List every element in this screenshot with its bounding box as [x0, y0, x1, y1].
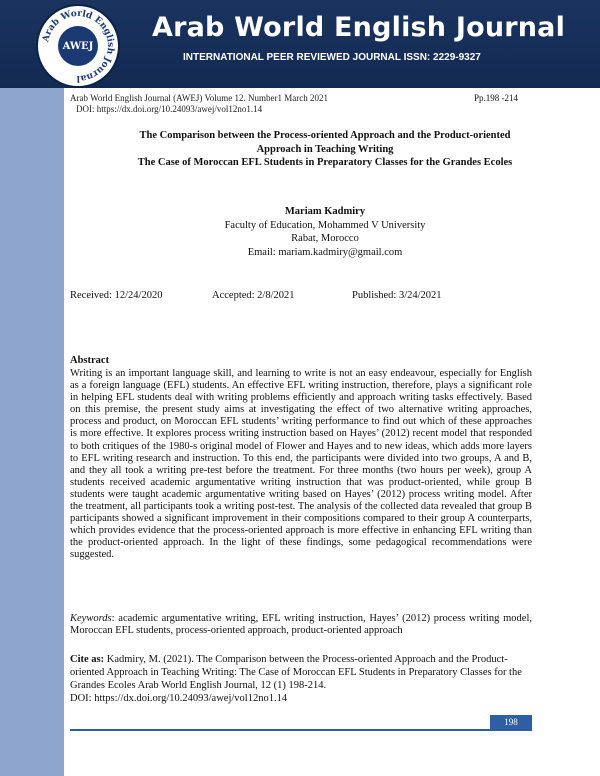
cite-text: Kadmiry, M. (2021). The Comparison between the Process-oriented Approach and the Product-oriented Approach in Teaching Writing: The Case of Moroccan EFL Students in Preparatory Classes for the Grandes Ecoles Arab World English Journal, 12 (1) 198-214.	[70, 654, 522, 691]
author-block	[70, 205, 580, 259]
title-line-1: The Comparison between the Process-oriented Approach and the Product-oriented	[139, 130, 511, 141]
accepted-date: Accepted: 2/8/2021	[212, 290, 295, 301]
journal-title: Arab World English Journal	[152, 12, 566, 43]
published-date: Published: 3/24/2021	[352, 290, 442, 301]
journal-subtitle: INTERNATIONAL PEER REVIEWED JOURNAL ISSN: 2229-9327	[183, 52, 481, 63]
journal-banner	[0, 0, 600, 88]
page-range: Pp.198 -214	[474, 93, 519, 103]
title-line-2: Approach in Teaching Writing	[256, 143, 394, 155]
title-line-3: The Case of Moroccan EFL Students in Preparatory Classes for the Grandes Ecoles	[137, 157, 513, 168]
svg-text:Arab World English Journal: Arab World English Journal	[41, 8, 116, 84]
cite-label: Cite as:	[70, 654, 105, 665]
abstract-heading: Abstract	[70, 355, 110, 366]
cite-block	[70, 653, 540, 705]
left-sidebar-stripe	[0, 0, 64, 776]
logo-text: AWEJ	[62, 40, 94, 52]
citation-line: Arab World English Journal (AWEJ) Volume 12. Number1 March 2021	[70, 93, 329, 103]
abstract-text: Writing is an important language skill, and learning to write is not an easy endeavour, especially for English as a foreign language (EFL) students. An effective EFL writing instruction, therefore, plays a significant role in helping EFL students deal with writing problems efficiently and approach writing tasks effectively. Based on this premise, the present study aims at investigating the effect of two alternative writing approaches, process and product, on Moroccan EFL students’ writing performance to find out which of these approaches is more effective. It explores process writing instruction based on Hayes’ (2012) recent model that responded to both critiques of the 1980-s original model of Flower and Hayes and to new ideas, which adds more layers to EFL writing research and instruction. To this end, the participants were divided into two groups, A and B, and they all took a writing pre-test before the treatment. For three months (two hours per week), group A students received academic argumentative writing instruction that was product-oriented, while group B students were taught academic argumentative writing based on Hayes’ (2012) process writing model. After the treatment, all participants took a writing post-test. The analysis of the collected data revealed that group B participants showed a significant improvement in their compositions compared to their group A counterparts, which provides evidence that the process-oriented approach is more effective in enhancing EFL writing than the product-oriented approach. In the light of these findings, some pedagogical recommendations were suggested.	[70, 368, 532, 561]
footer-rule	[70, 729, 532, 731]
awej-logo	[38, 6, 118, 86]
received-date: Received: 12/24/2020	[70, 290, 163, 301]
paper-title	[70, 129, 580, 170]
cite-doi[interactable]: DOI: https://dx.doi.org/10.24093/awej/vol12no1.14	[70, 693, 288, 704]
keywords-label: Keywords	[70, 613, 112, 624]
keywords-text: : academic argumentative writing, EFL writing instruction, Hayes’ (2012) process writing model, Moroccan EFL students, process-oriented approach, product-oriented approach	[70, 613, 532, 637]
page-number: 198	[490, 715, 532, 729]
author-email[interactable]: Email: mariam.kadmiry@gmail.com	[247, 246, 403, 258]
author-affiliation: Faculty of Education, Mohammed V University	[224, 219, 426, 231]
logo-center	[58, 26, 98, 66]
author-name: Mariam Kadmiry	[284, 206, 366, 217]
doi-line[interactable]: DOI: https://dx.doi.org/10.24093/awej/vol12no1.14	[76, 104, 263, 114]
author-location: Rabat, Morocco	[291, 233, 359, 244]
keywords	[70, 613, 532, 637]
